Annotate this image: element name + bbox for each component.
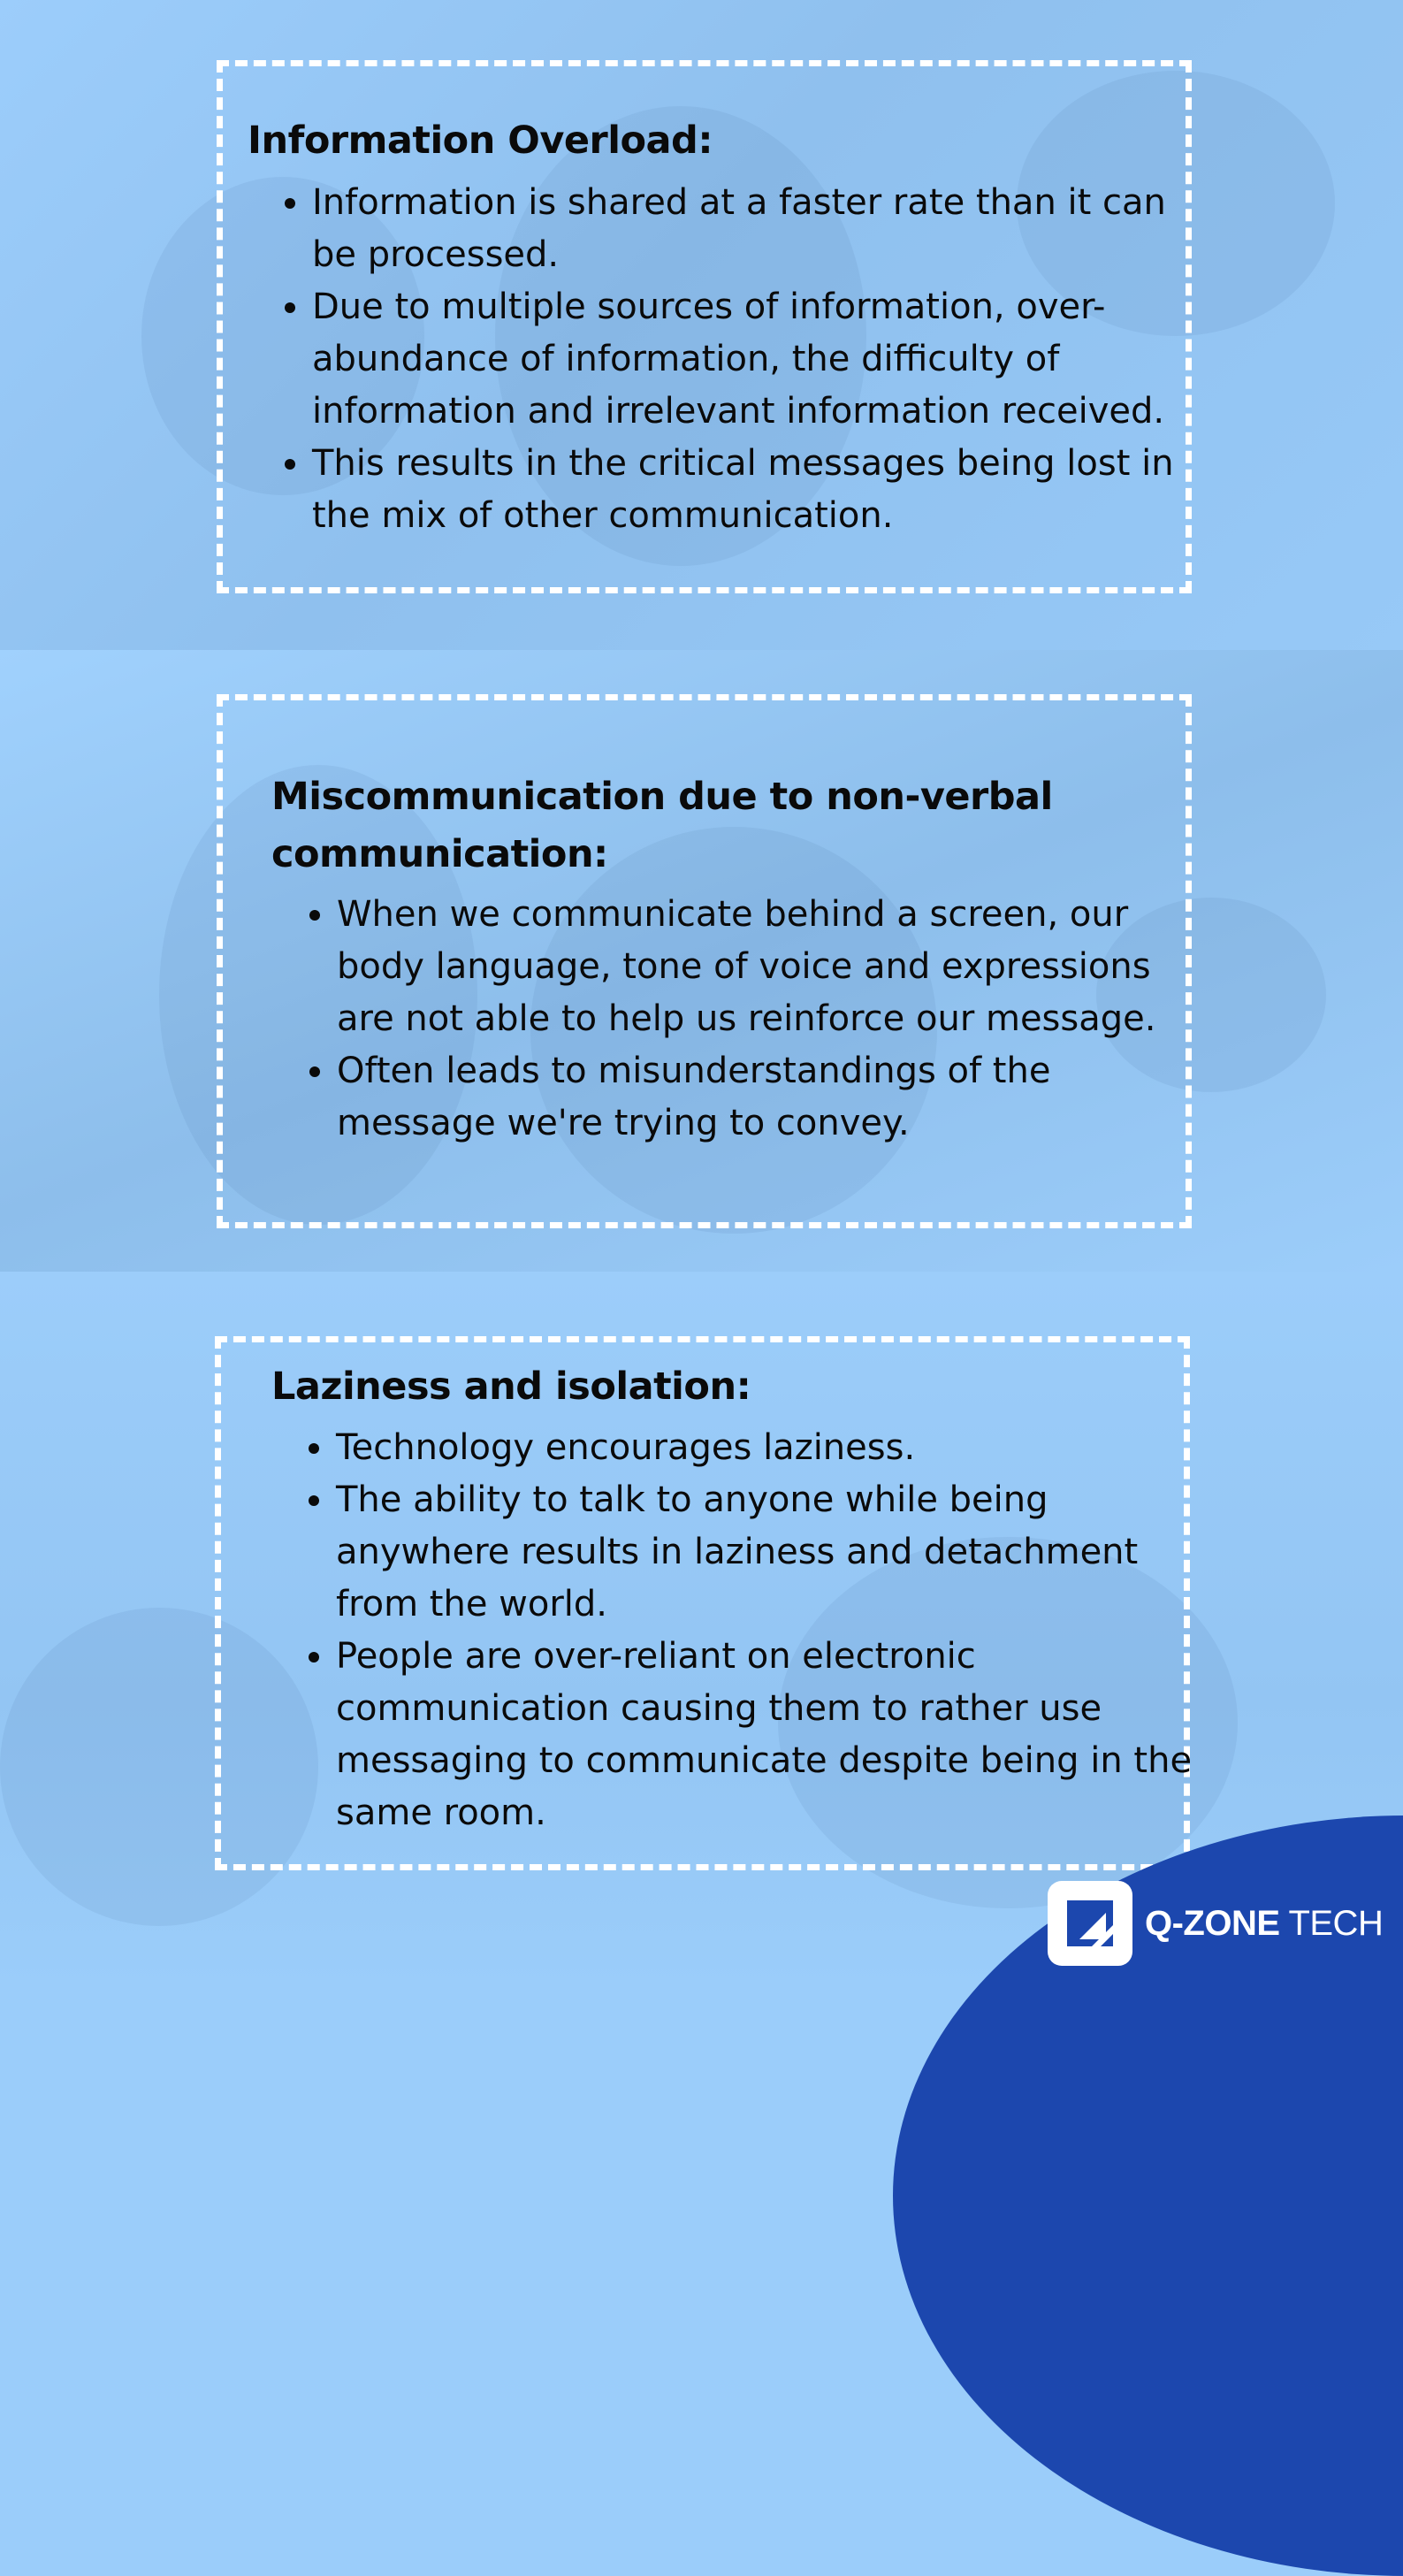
- section-heading: Laziness and isolation:: [271, 1364, 751, 1409]
- list-item: • Often leads to misunderstandings of the message we're trying to convey.: [337, 1045, 1212, 1150]
- brand-name-bold: Q-ZONE: [1145, 1903, 1280, 1943]
- list-item: • This results in the critical messages being lost in the mix of other communication.: [312, 438, 1214, 542]
- bullet-list: [309, 1422, 1193, 1839]
- q-zone-logo-icon: [1048, 1881, 1132, 1966]
- section-heading: Miscommunication due to non-verbal communication:: [271, 775, 1053, 876]
- list-item: • Information is shared at a faster rate than it can be processed.: [312, 177, 1214, 281]
- list-item: • Technology encourages laziness.: [336, 1422, 1193, 1474]
- list-item: • When we communicate behind a screen, our body language, tone of voice and expressions are not able to help us reinforce our message.: [337, 889, 1212, 1045]
- list-item: • The ability to talk to anyone while being anywhere results in laziness and detachment from the world.: [336, 1474, 1193, 1631]
- brand-name-light: TECH: [1288, 1903, 1384, 1943]
- bullet-list: [310, 889, 1212, 1150]
- list-item: • People are over-reliant on electronic communication causing them to rather use messaging to communicate despite being in the same room.: [336, 1631, 1193, 1839]
- brand-name: [1145, 1904, 1383, 1944]
- brand-logo: [1048, 1881, 1383, 1966]
- bullet-list: [286, 177, 1214, 542]
- section-heading: Information Overload:: [248, 118, 713, 163]
- list-item: • Due to multiple sources of information, over-abundance of information, the difficulty of information and irrelevant information received.: [312, 281, 1214, 438]
